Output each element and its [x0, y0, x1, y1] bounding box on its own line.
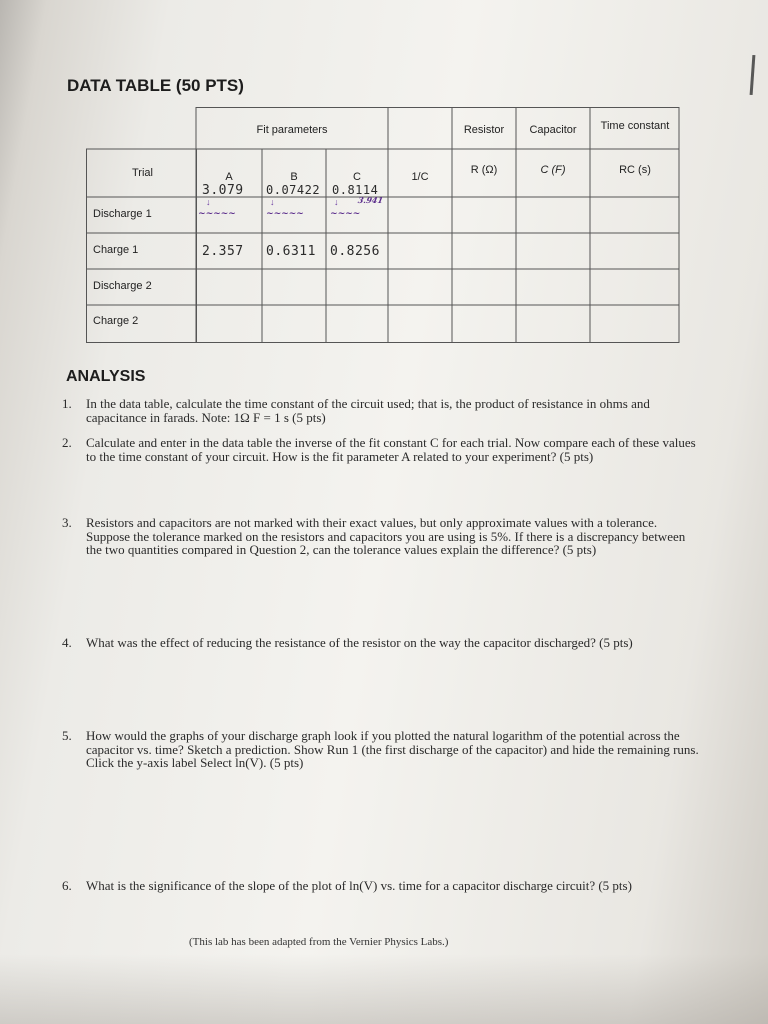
question-1	[62, 397, 702, 424]
discharge1-b-value: 0.07422	[266, 183, 321, 197]
col-a: A	[225, 171, 233, 183]
row-label-charge-1: Charge 1	[93, 244, 139, 256]
footer-credit: (This lab has been adapted from the Vernier Physics Labs.)	[189, 936, 449, 948]
question-number: 6.	[62, 878, 72, 893]
col-cap: C (F)	[540, 164, 566, 176]
question-number: 4.	[62, 635, 72, 650]
photo-shadow	[0, 954, 768, 1024]
charge1-a-value: 2.357	[202, 244, 244, 259]
scribble-note: 3.941	[357, 195, 384, 205]
col-rc: RC (s)	[619, 164, 651, 176]
arrow-mark: ↓	[270, 197, 275, 207]
question-3	[62, 516, 702, 557]
scribble-crossed-c: ~~~~	[329, 209, 362, 219]
paper-edge-shadow	[750, 55, 756, 95]
col-c: C	[353, 171, 361, 183]
header-time-constant: Time constant	[600, 120, 670, 132]
question-6	[62, 879, 702, 893]
question-text: Calculate and enter in the data table the inverse of the fit constant C for each trial. Now compare each of these values to the time constant of your circuit. How is the fit parameter A related to your experiment? (5 pts)	[86, 435, 696, 464]
question-4	[62, 636, 702, 650]
arrow-mark: ↓	[206, 197, 211, 207]
question-text: How would the graphs of your discharge graph look if you plotted the natural logarithm of the potential across the capacitor vs. time? Sketch a prediction. Show Run 1 (the first discharge of the capacitor) and hide the remaining runs. Click the y-axis label Select ln(V). (5 pts)	[86, 728, 699, 770]
discharge1-c-value: 0.8114	[332, 183, 379, 197]
question-number: 2.	[62, 435, 72, 450]
discharge1-a-value: 3.079	[202, 183, 244, 198]
question-number: 3.	[62, 515, 72, 530]
charge1-b-value: 0.6311	[266, 244, 316, 259]
col-inv-c: 1/C	[411, 171, 429, 183]
row-label-discharge-2: Discharge 2	[93, 280, 152, 292]
row-label-discharge-1: Discharge 1	[93, 208, 152, 220]
question-5	[62, 729, 702, 770]
header-resistor: Resistor	[463, 124, 505, 136]
header-capacitor: Capacitor	[529, 124, 577, 136]
header-fit-parameters: Fit parameters	[256, 124, 328, 136]
question-text: In the data table, calculate the time constant of the circuit used; that is, the product of resistance in ohms and capacitance in farads. Note: 1Ω F = 1 s (5 pts)	[86, 396, 650, 425]
table-grid	[86, 107, 680, 343]
question-text: What was the effect of reducing the resistance of the resistor on the way the capacitor discharged? (5 pts)	[86, 635, 633, 650]
data-table-title: DATA TABLE (50 PTS)	[67, 76, 244, 95]
question-text: What is the significance of the slope of the plot of ln(V) vs. time for a capacitor discharge circuit? (5 pts)	[86, 878, 632, 893]
charge1-c-value: 0.8256	[330, 244, 380, 259]
col-trial: Trial	[132, 167, 153, 179]
question-number: 1.	[62, 396, 72, 411]
scribble-crossed-a: ~~~~~	[197, 209, 237, 219]
row-label-charge-2: Charge 2	[93, 315, 139, 327]
col-r: R (Ω)	[470, 164, 498, 176]
col-b: B	[290, 171, 298, 183]
analysis-title: ANALYSIS	[66, 368, 146, 385]
question-number: 5.	[62, 728, 72, 743]
question-text: Resistors and capacitors are not marked with their exact values, but only approximate values with a tolerance. Suppose the tolerance marked on the resistors and capacitors you are using is 5%. If there is a discrepancy between the two quantities compared in Question 2, can the tolerance values explain the difference? (5 pts)	[86, 515, 686, 557]
question-2	[62, 436, 702, 463]
data-table	[86, 107, 680, 343]
scribble-crossed-b: ~~~~~	[265, 209, 305, 219]
arrow-mark: ↓	[334, 197, 339, 207]
